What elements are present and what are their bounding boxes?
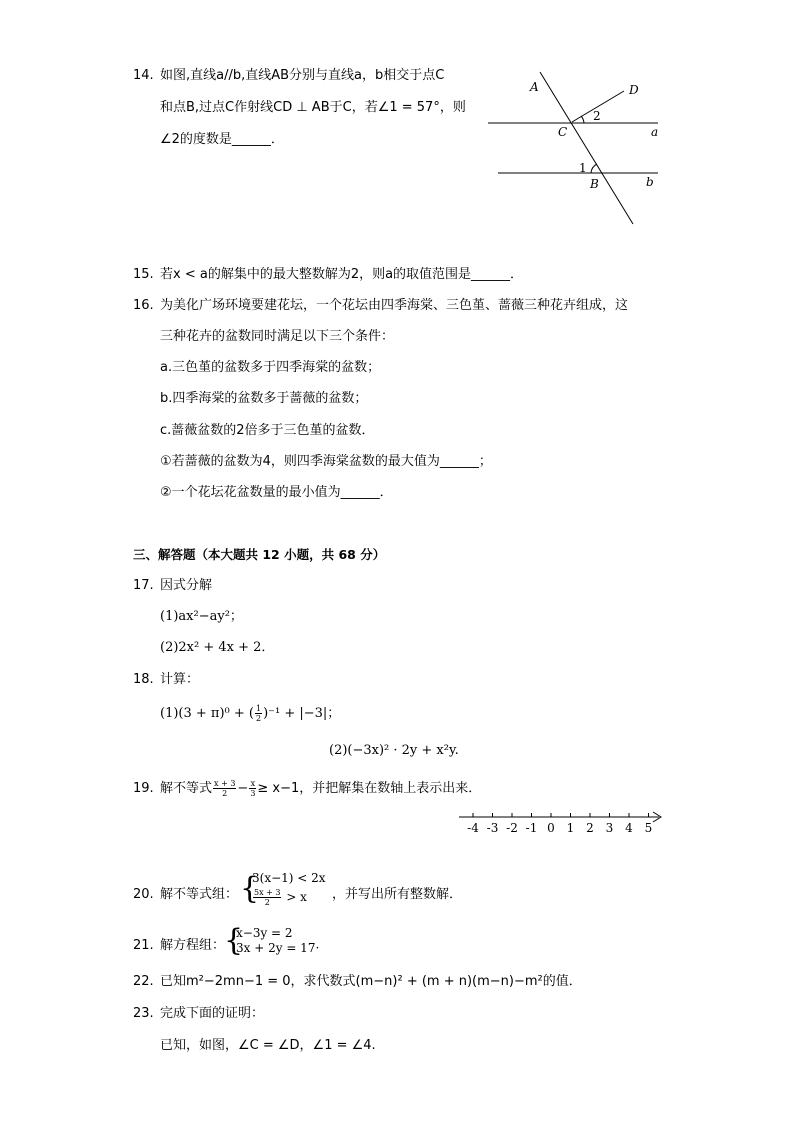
q20-row1: 3(x−1) < 2x — [252, 871, 326, 885]
number-line-label: 5 — [644, 821, 653, 835]
q16-cond-c: c.蔷薇盆数的2倍多于三色堇的盆数． — [160, 423, 375, 438]
q20-frac-num: 5x + 3 — [254, 888, 281, 897]
q14-figure — [480, 64, 670, 229]
q23-given: 已知，如图，∠C = ∠D，∠1 = ∠4. — [160, 1038, 376, 1053]
q16-sub1: ①若蔷薇的盆数为4，则四季海棠盆数的最大值为______； — [160, 454, 492, 469]
q17-number: 17. — [133, 578, 154, 593]
number-line — [455, 806, 670, 836]
q16-cond-b: b.四季海棠的盆数多于蔷薇的盆数； — [160, 391, 368, 406]
q20-prefix: 解不等式组： — [160, 887, 239, 902]
number-line-label: 0 — [547, 821, 555, 835]
q14-line2: 和点B,过点C作射线CD ⊥ AB于C，若∠1 = 57°，则 — [160, 100, 466, 115]
number-line-label: -1 — [525, 821, 538, 835]
q21-brace: { — [224, 923, 244, 958]
line-ab — [540, 72, 633, 224]
q20-frac-den: 2 — [264, 898, 270, 907]
q20-suffix: ，并写出所有整数解． — [332, 887, 463, 902]
q21-number: 21. — [133, 938, 154, 953]
q20-row2 — [252, 888, 307, 907]
q19-f2-num: x — [250, 779, 256, 788]
q18-frac-num: 1 — [255, 704, 262, 713]
number-line-ticks — [467, 813, 652, 835]
q18-frac-den: 2 — [255, 714, 262, 723]
q16-line2: 三种花卉的盆数同时满足以下三个条件： — [160, 329, 395, 344]
q19-f1-den: 2 — [222, 789, 228, 798]
q18-part1-a: (1)(3 + π)⁰ + ( — [160, 706, 254, 721]
q17-part1: (1)ax²−ay²； — [160, 609, 243, 624]
q15-text: 若x < a的解集中的最大整数解为2，则a的取值范围是______． — [160, 267, 524, 282]
number-line-label: 4 — [625, 821, 633, 835]
q18-part1 — [160, 704, 340, 724]
q19-text — [160, 779, 481, 799]
q15-number: 15. — [133, 267, 154, 282]
number-line-label: 1 — [566, 821, 575, 835]
q20-number: 20. — [133, 887, 154, 902]
q19-f2-den: 3 — [250, 789, 256, 798]
q19-fraction-2 — [249, 779, 256, 798]
label-1: 1 — [579, 161, 587, 175]
number-line-label: -2 — [506, 821, 518, 835]
q16-line1: 为美化广场环境要建花坛，一个花坛由四季海棠、三色堇、蔷薇三种花卉组成，这 — [160, 298, 629, 313]
angle-1-arc — [591, 164, 597, 173]
label-b: b — [646, 175, 654, 189]
q21-row1: x−3y = 2 — [236, 926, 293, 940]
q18-title: 计算： — [160, 672, 200, 687]
label-2: 2 — [593, 109, 601, 123]
q18-number: 18. — [133, 672, 154, 687]
q22-number: 22. — [133, 974, 154, 989]
label-a: a — [651, 125, 659, 139]
section-3-title: 三、解答题（本大题共 12 小题，共 68 分） — [133, 547, 386, 562]
q16-cond-a: a.三色堇的盆数多于四季海棠的盆数； — [160, 360, 381, 375]
label-D: D — [629, 83, 639, 97]
q16-sub2: ②一个花坛花盆数量的最小值为______． — [160, 485, 393, 500]
q21-prefix: 解方程组： — [160, 938, 226, 953]
q23-number: 23. — [133, 1006, 154, 1021]
q20-fraction — [253, 888, 281, 907]
q14-number: 14. — [133, 68, 154, 83]
q22-text: 已知m²−2mn−1 = 0，求代数式(m−n)² + (m + n)(m−n)−m²的值． — [160, 974, 582, 989]
q19-fraction-1 — [213, 779, 236, 798]
q19-f1-num: x + 3 — [214, 779, 236, 788]
q21-row2: 3x + 2y = 17· — [236, 941, 320, 955]
q19-suffix: ≥ x−1，并把解集在数轴上表示出来． — [257, 781, 482, 796]
q18-part1-b: )⁻¹ + |−3|； — [263, 706, 341, 721]
number-line-label: 3 — [605, 821, 614, 835]
angle-2-arc — [581, 116, 584, 123]
q19-minus: − — [237, 781, 249, 796]
q17-title: 因式分解 — [160, 578, 213, 593]
q14-line3: ∠2的度数是______． — [160, 132, 284, 147]
q17-part2: (2)2x² + 4x + 2． — [160, 640, 275, 655]
number-line-label: -4 — [467, 821, 479, 835]
q18-part2: (2)(−3x)² · 2y + x²y. — [329, 743, 459, 758]
q14-line1: 如图,直线a//b,直线AB分别与直线a，b相交于点C — [160, 68, 445, 83]
q19-prefix: 解不等式 — [160, 781, 213, 796]
q20-brace: { — [240, 871, 260, 906]
number-line-label: -3 — [486, 821, 499, 835]
q20-row2-tail: > x — [286, 890, 307, 904]
q19-number: 19. — [133, 781, 154, 796]
label-A: A — [530, 80, 539, 94]
q18-half-fraction — [255, 704, 262, 723]
label-C: C — [558, 125, 568, 139]
label-B: B — [590, 177, 599, 191]
q16-number: 16. — [133, 298, 154, 313]
number-line-label: 2 — [586, 821, 594, 835]
q23-title: 完成下面的证明： — [160, 1006, 265, 1021]
